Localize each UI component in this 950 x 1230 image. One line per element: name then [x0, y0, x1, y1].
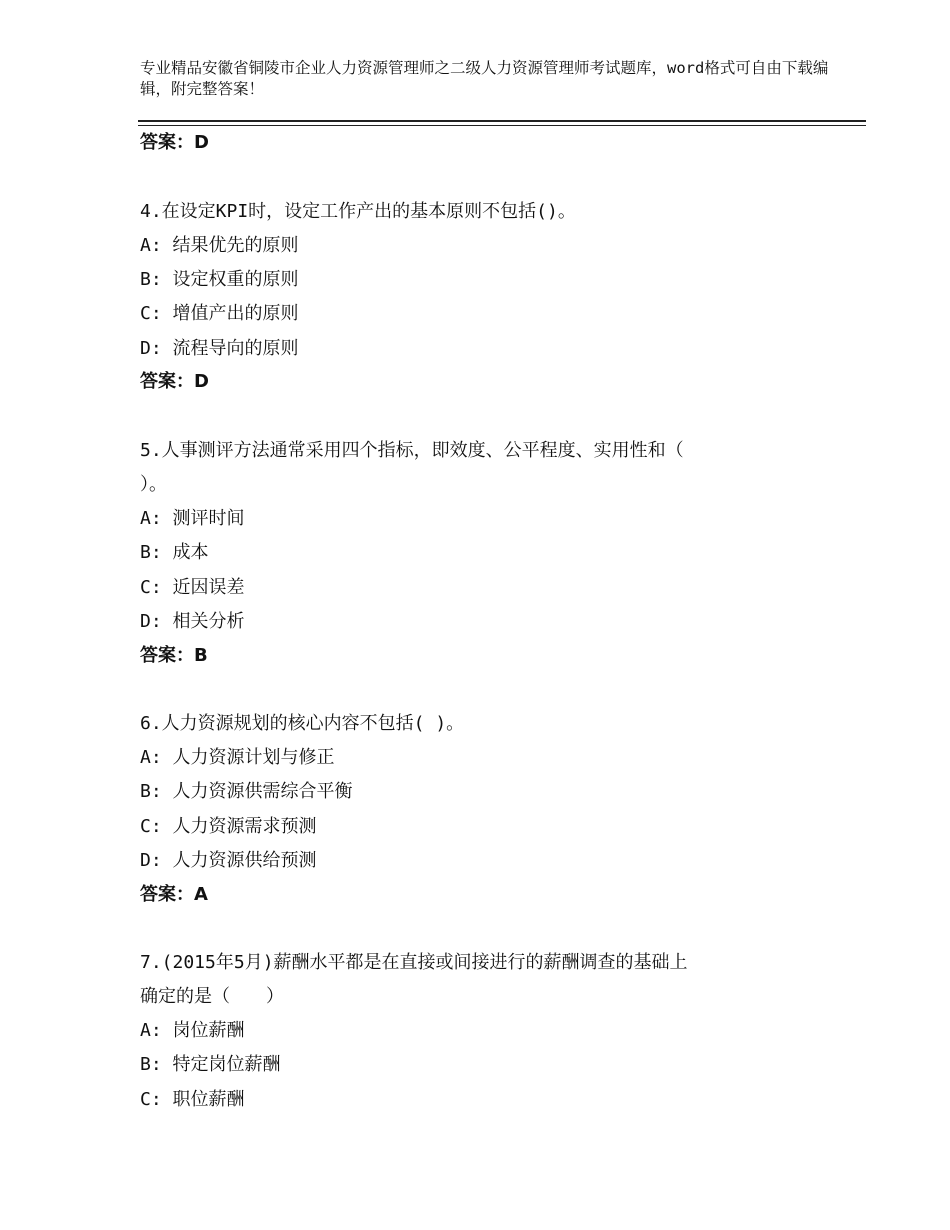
question-5-option-c: C: 近因误差 [140, 577, 245, 598]
question-7-option-a: A: 岗位薪酬 [140, 1020, 245, 1041]
header-rule-thick [138, 120, 866, 122]
question-7-text: 7.(2015年5月)薪酬水平都是在直接或间接进行的薪酬调查的基础上 [140, 952, 688, 973]
question-6-option-b: B: 人力资源供需综合平衡 [140, 781, 353, 802]
document-header: 专业精品安徽省铜陵市企业人力资源管理师之二级人力资源管理师考试题库，word格式可自由下载编辑，附完整答案！ [140, 59, 829, 98]
question-4-option-b: B: 设定权重的原则 [140, 269, 299, 290]
question-5-text-cont: ）。 [140, 474, 167, 495]
question-5-option-b: B: 成本 [140, 542, 209, 563]
question-6-option-a: A: 人力资源计划与修正 [140, 747, 335, 768]
question-4-option-d: D: 流程导向的原则 [140, 338, 299, 359]
question-6-text: 6.人力资源规划的核心内容不包括( )。 [140, 713, 465, 734]
question-5-option-d: D: 相关分析 [140, 611, 245, 632]
question-7-option-b: B: 特定岗位薪酬 [140, 1054, 281, 1075]
question-4-answer: 答案：D [140, 371, 209, 392]
question-6-answer: 答案：A [140, 884, 208, 905]
answer-prev: 答案：D [140, 132, 209, 153]
question-5-answer: 答案：B [140, 645, 208, 666]
question-5-option-a: A: 测评时间 [140, 508, 245, 529]
question-6-option-c: C: 人力资源需求预测 [140, 816, 317, 837]
question-4-option-c: C: 增值产出的原则 [140, 303, 299, 324]
question-7-text-cont: 确定的是（ ） [140, 986, 284, 1007]
question-6-option-d: D: 人力资源供给预测 [140, 850, 317, 871]
header-rule-thin [138, 125, 866, 126]
question-7-option-c: C: 职位薪酬 [140, 1089, 245, 1110]
question-4-option-a: A: 结果优先的原则 [140, 235, 299, 256]
question-4-text: 4.在设定KPI时，设定工作产出的基本原则不包括()。 [140, 201, 576, 222]
question-5-text: 5.人事测评方法通常采用四个指标，即效度、公平程度、实用性和（ [140, 440, 684, 461]
